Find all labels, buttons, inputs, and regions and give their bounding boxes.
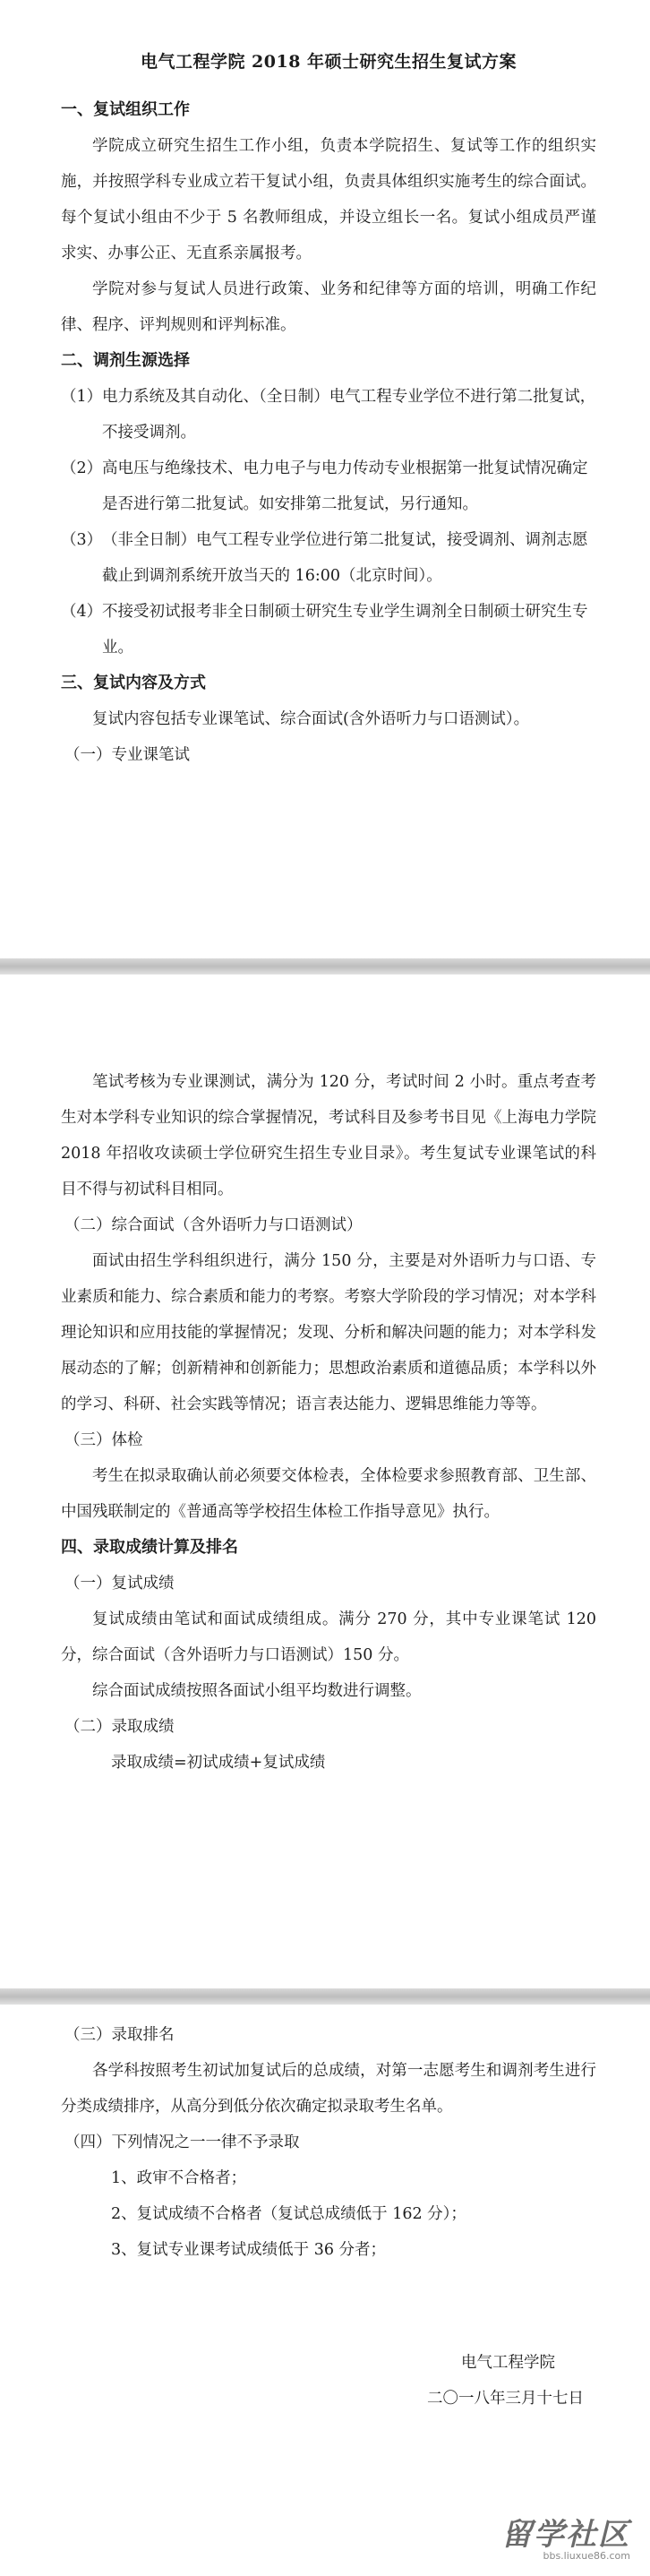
page-divider <box>0 1988 650 2005</box>
watermark-text: 留学社区 <box>501 2517 630 2553</box>
rejection-rule: 2、复试成绩不合格者（复试总成绩低于 162 分）； <box>111 2205 466 2223</box>
paragraph-physical-exam: 考生在拟录取确认前必须要交体检表，全体检要求参照教育部、卫生部、中国残联制定的《普通高等学校招生体检工作指导意见》执行。 <box>61 1467 596 1521</box>
list-item-text: （非全日制）电气工程专业学位进行第二批复试，接受调剂、调剂志愿截止到调剂系统开放当天的 16:00（北京时间）。 <box>102 531 588 585</box>
admission-formula: 录取成绩=初试成绩+复试成绩 <box>111 1754 326 1772</box>
list-item-text: 高电压与绝缘技术、电力电子与电力传动专业根据第一批复试情况确定是否进行第二批复试。如安排第二批复试，另行通知。 <box>102 459 588 513</box>
paragraph-content: 复试内容包括专业课笔试、综合面试(含外语听力与口语测试）。 <box>92 710 530 728</box>
section-heading-adjustment: 二、调剂生源选择 <box>61 351 190 370</box>
rejection-rule: 3、复试专业课考试成绩低于 36 分者； <box>111 2241 387 2259</box>
list-item-number: （1） <box>61 388 103 406</box>
list-item <box>61 522 596 594</box>
paragraph-retest-score-2: 综合面试成绩按照各面试小组平均数进行调整。 <box>92 1682 422 1700</box>
subheading-interview: （二）综合面试（含外语听力与口语测试） <box>64 1216 363 1234</box>
document-page-1 <box>0 0 650 958</box>
list-item-text: 电力系统及其自动化、（全日制）电气工程专业学位不进行第二批复试，不接受调剂。 <box>102 388 596 442</box>
signature-organization: 电气工程学院 <box>461 2354 555 2372</box>
list-item <box>61 594 596 665</box>
list-item-number: （2） <box>61 459 103 477</box>
list-item-text: 不接受初试报考非全日制硕士研究生专业学生调剂全日制硕士研究生专业。 <box>102 603 588 657</box>
paragraph-organization-1: 学院成立研究生招生工作小组，负责本学院招生、复试等工作的组织实施，并按照学科专业成立若干复试小组，负责具体组织实施考生的综合面试。每个复试小组由不少于 5 名教师组成，并设立组长一名。复试小组成员严谨求实、办事公正、无直系亲属报考。 <box>61 137 596 262</box>
paragraph-interview: 面试由招生学科组织进行，满分 150 分，主要是对外语听力与口语、专业素质和能力、综合素质和能力的考察。考察大学阶段的学习情况；对本学科理论知识和应用技能的掌握情况；发现、分析和解决问题的能力；对本学科发展动态的了解；创新精神和创新能力；思想政治素质和道德品质；本学科以外的学习、科研、社会实践等情况；语言表达能力、逻辑思维能力等等。 <box>61 1252 596 1413</box>
page-divider <box>0 958 650 975</box>
subheading-rejection: （四）下列情况之一一律不予录取 <box>64 2134 300 2151</box>
list-item <box>61 379 596 451</box>
rejection-rule: 1、政审不合格者； <box>111 2169 247 2187</box>
paragraph-retest-score-1: 复试成绩由笔试和面试成绩组成。满分 270 分，其中专业课笔试 120 分，综合面试（含外语听力与口语测试）150 分。 <box>61 1610 596 1664</box>
document-page-2 <box>0 975 650 1988</box>
paragraph-organization-2: 学院对参与复试人员进行政策、业务和纪律等方面的培训，明确工作纪律、程序、评判规则和评判标准。 <box>61 280 596 334</box>
section-heading-scoring: 四、录取成绩计算及排名 <box>61 1538 238 1557</box>
subheading-written-exam: （一）专业课笔试 <box>64 746 190 764</box>
list-item-number: （4） <box>61 603 103 621</box>
section-heading-organization: 一、复试组织工作 <box>61 100 190 119</box>
section-heading-content: 三、复试内容及方式 <box>61 674 206 692</box>
document-page-3 <box>0 2005 650 2576</box>
document-title: 电气工程学院 2018 年硕士研究生招生复试方案 <box>140 52 517 72</box>
watermark-logo <box>501 2510 630 2562</box>
paragraph-written-exam: 笔试考核为专业课测试，满分为 120 分，考试时间 2 小时。重点考查考生对本学科专业知识的综合掌握情况，考试科目及参考书目见《上海电力学院 2018 年招收攻读硕士学位研究生招生专业目录》。考生复试专业课笔试的科目不得与初试科目相同。 <box>61 1073 596 1198</box>
list-item-number: （3） <box>61 531 103 549</box>
subheading-retest-score: （一）复试成绩 <box>64 1575 175 1593</box>
paragraph-ranking: 各学科按照考生初试加复试后的总成绩，对第一志愿考生和调剂考生进行分类成绩排序，从高分到低分依次确定拟录取考生名单。 <box>61 2062 596 2116</box>
subheading-ranking: （三）录取排名 <box>64 2026 175 2044</box>
subheading-admission-score: （二）录取成绩 <box>64 1718 175 1736</box>
signature-date: 二〇一八年三月十七日 <box>427 2390 584 2408</box>
subheading-physical-exam: （三）体检 <box>64 1431 143 1449</box>
list-item <box>61 451 596 522</box>
watermark-url: bbs.liuxue86.com <box>543 2550 630 2562</box>
